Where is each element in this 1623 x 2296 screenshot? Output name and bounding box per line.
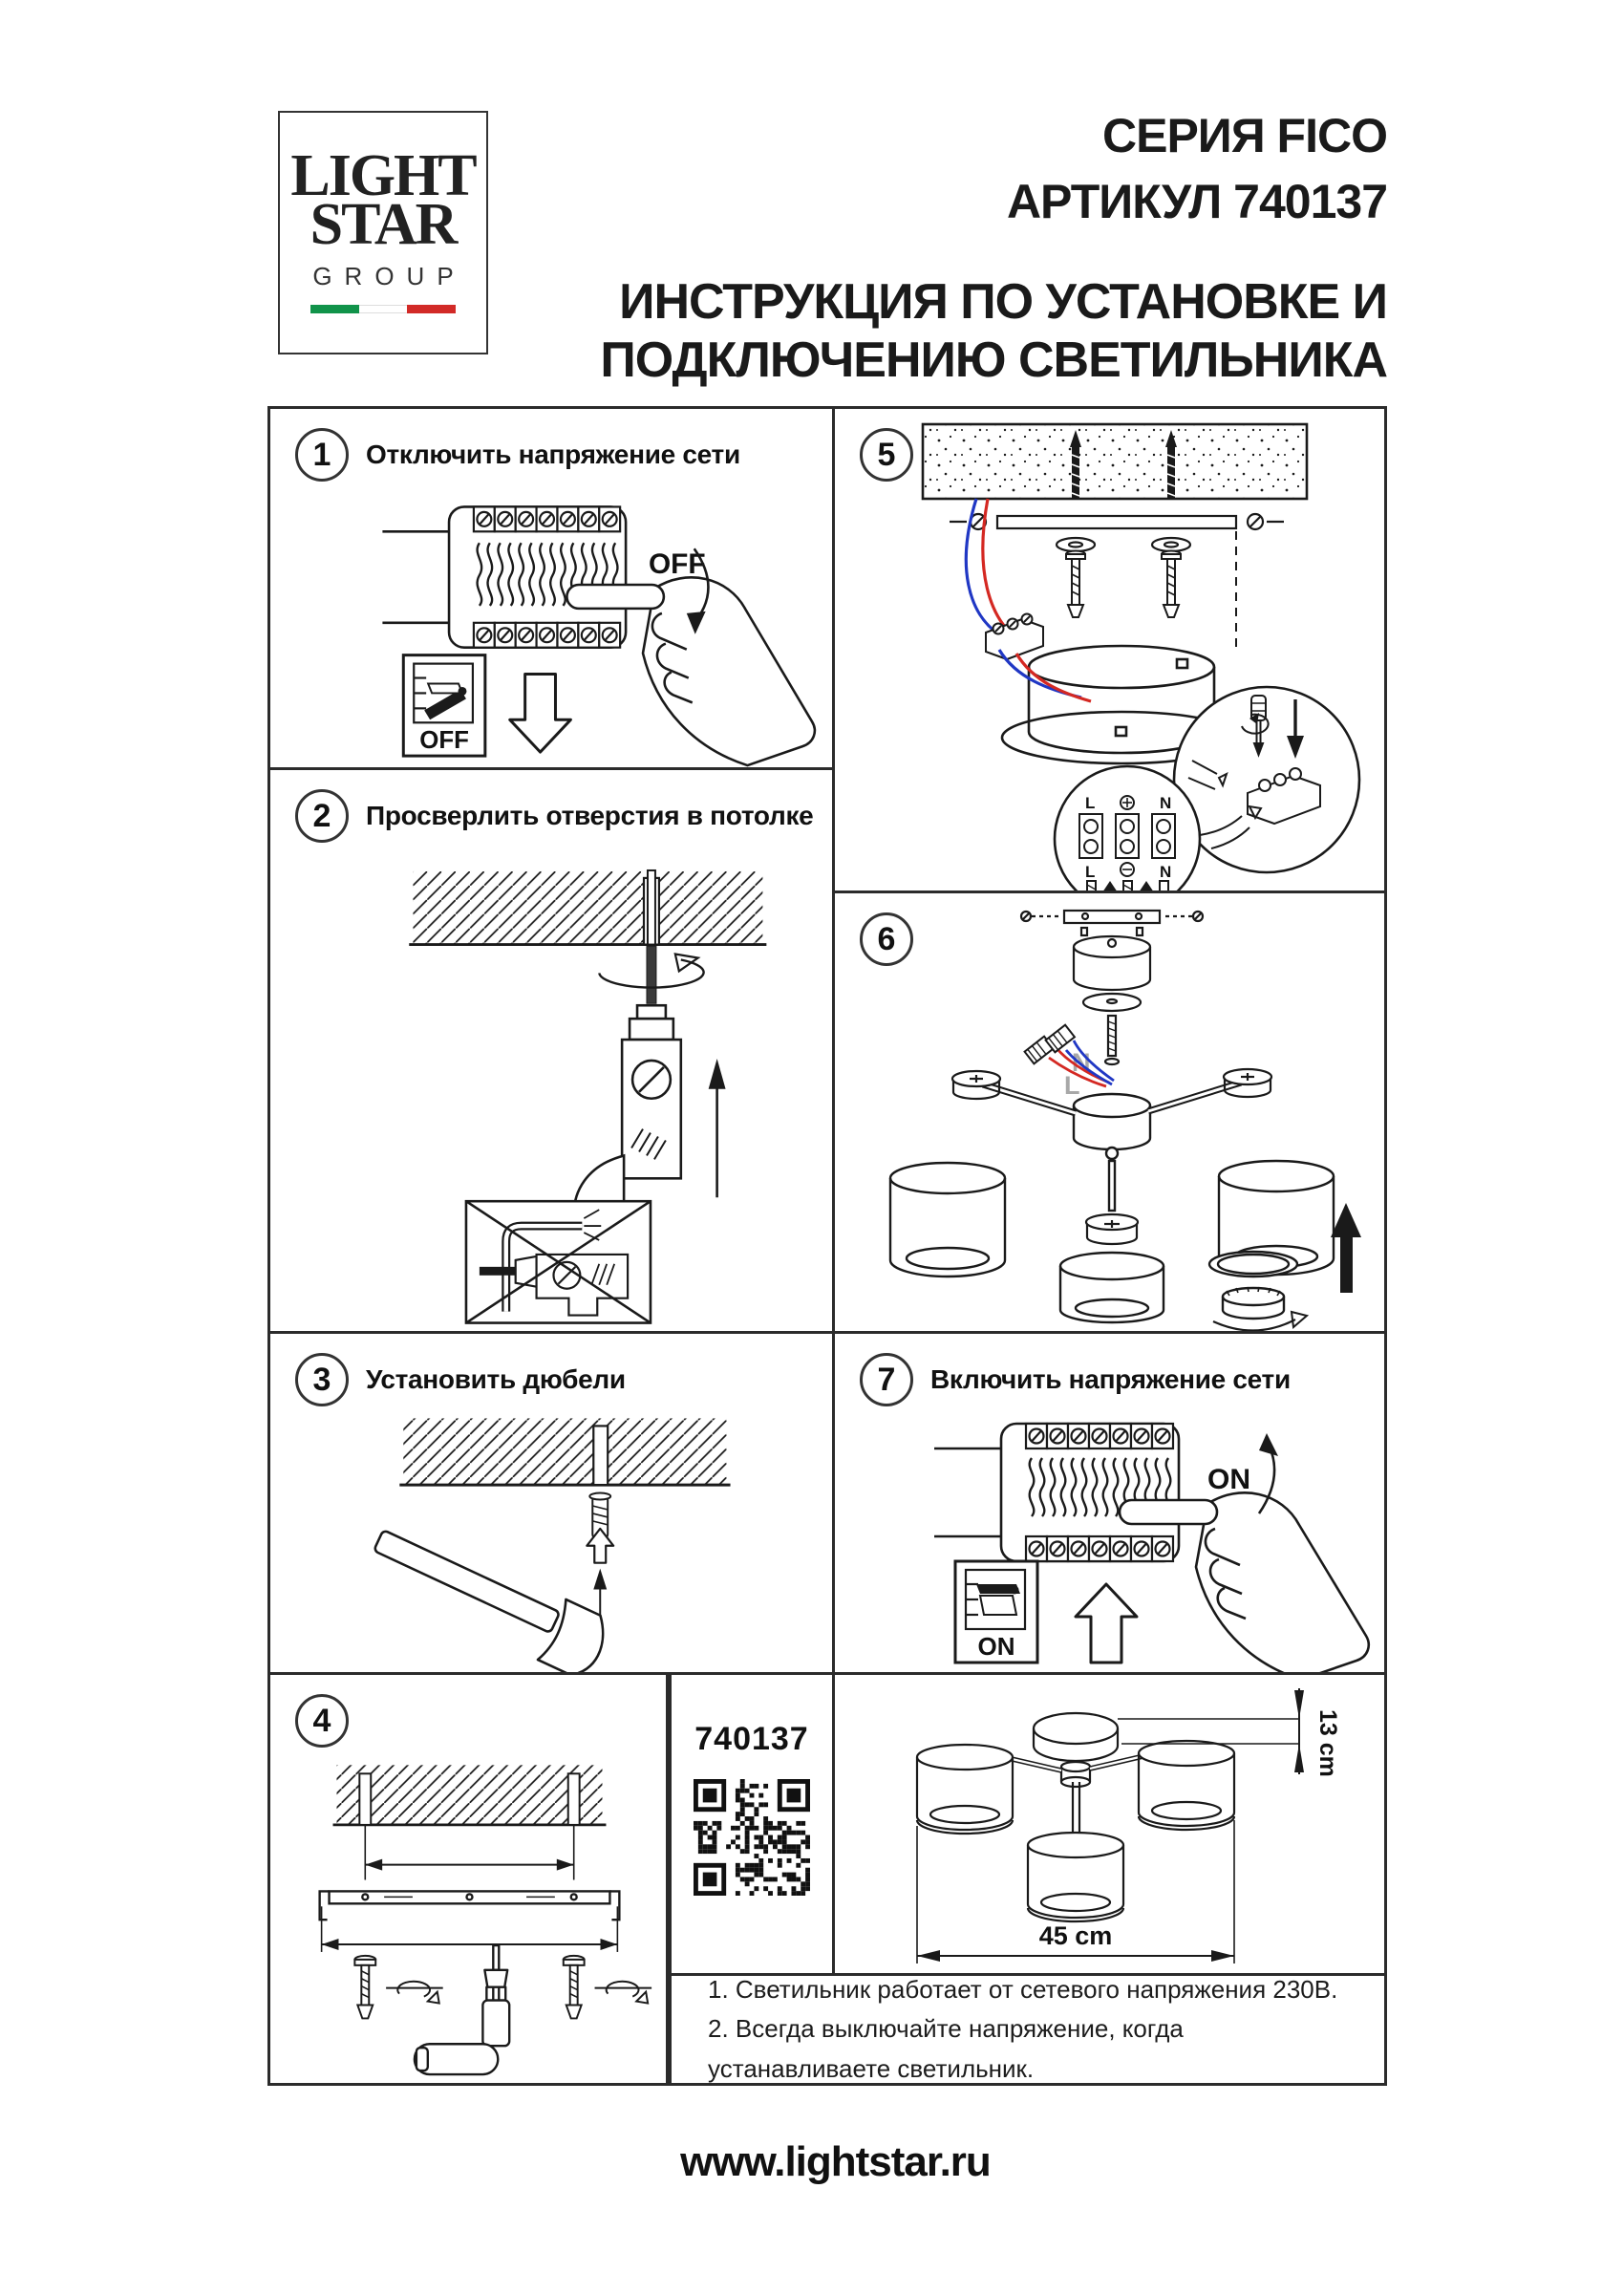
width-dimension-label: 45 cm	[1038, 1921, 1113, 1950]
logo-word-light: LIGHT	[290, 142, 476, 208]
logo-word-star: STAR	[310, 191, 457, 257]
up-arrow-icon	[1076, 1584, 1137, 1663]
step6-number: 6	[860, 912, 913, 966]
on-label: ON	[1207, 1464, 1250, 1495]
step3-panel	[267, 1331, 835, 1675]
header-titles	[566, 103, 1387, 391]
step3-number: 3	[295, 1353, 349, 1406]
step2-illustration-drill	[270, 770, 832, 1331]
note-line-2: 2. Всегда выключайте напряжение, когда устанавливаете светильник.	[708, 2014, 1184, 2083]
step7-number: 7	[860, 1353, 913, 1406]
terminal-block-icon	[986, 614, 1043, 660]
on-icon-label: ON	[977, 1632, 1015, 1661]
qr-article-number: 740137	[694, 1721, 809, 1757]
step1-panel	[267, 406, 835, 770]
rocker-switch-off-icon	[403, 655, 485, 756]
terminal-detail-inset	[1174, 687, 1359, 872]
qr-panel	[669, 1672, 835, 1976]
rocker-switch-on-icon	[955, 1561, 1037, 1663]
hammer-icon	[361, 1517, 613, 1672]
step2-panel	[267, 767, 835, 1334]
screwdriver-icon	[415, 1945, 509, 2074]
step2-header	[295, 789, 813, 843]
footer-url: www.lightstar.ru	[680, 2138, 991, 2185]
down-arrow-icon	[510, 675, 571, 753]
step4-header	[295, 1694, 349, 1748]
qr-code	[694, 1779, 810, 1896]
off-label: OFF	[648, 548, 706, 581]
step2-number: 2	[295, 789, 349, 843]
instruction-title-line1: ИНСТРУКЦИЯ ПО УСТАНОВКЕ И	[619, 274, 1387, 330]
fixture-drawing	[835, 1675, 1384, 1973]
step3-title: Установить дюбели	[366, 1364, 626, 1394]
l-marker: L	[1064, 1071, 1080, 1100]
step2-title: Просверлить отверстия в потолке	[366, 801, 814, 830]
step6-illustration-assembly	[835, 893, 1384, 1331]
article-title: АРТИКУЛ 740137	[1006, 175, 1387, 228]
l-label-bottom: L	[1085, 863, 1096, 881]
off-icon-label: OFF	[419, 727, 469, 755]
step5-number: 5	[860, 428, 913, 482]
n-label-top: N	[1160, 794, 1172, 812]
step7-title: Включить напряжение сети	[930, 1364, 1291, 1394]
n-label-bottom: N	[1160, 863, 1172, 881]
step5-illustration-wiring	[835, 409, 1384, 891]
lamp-socket-left	[952, 1071, 1000, 1099]
italian-flag-stripe	[310, 305, 456, 313]
hand-icon	[566, 577, 814, 765]
step7-panel	[832, 1331, 1387, 1675]
lamp-socket-bottom	[1086, 1214, 1138, 1244]
no-impact-drill-icon	[466, 1201, 651, 1322]
step6-panel	[832, 891, 1387, 1334]
steps-grid	[267, 406, 1387, 2086]
height-dimension-label: 13 cm	[1314, 1709, 1341, 1777]
step1-title: Отключить напряжение сети	[366, 440, 740, 469]
instruction-title-line2: ПОДКЛЮЧЕНИЮ СВЕТИЛЬНИКА	[600, 333, 1387, 389]
step1-number: 1	[295, 428, 349, 482]
hand-icon	[1120, 1492, 1369, 1672]
lamp-socket-right	[1224, 1069, 1271, 1097]
fixture-dimensions-panel	[832, 1672, 1387, 1976]
note-line-1: 1. Светильник работает от сетевого напряжения 230В.	[708, 1974, 1338, 2004]
step5-panel	[832, 406, 1387, 893]
series-title: СЕРИЯ FICO	[1101, 109, 1387, 162]
step4-number: 4	[295, 1694, 349, 1748]
lightstar-logo	[278, 111, 488, 354]
mounting-bracket	[320, 1891, 620, 1920]
step1-header	[295, 428, 740, 482]
step6-header	[860, 912, 913, 966]
l-label-top: L	[1085, 794, 1096, 812]
step5-header	[860, 428, 913, 482]
small-up-arrow-icon	[587, 1529, 613, 1563]
step3-header	[295, 1353, 626, 1406]
step4-panel	[267, 1672, 669, 2086]
notes-panel	[669, 1973, 1387, 2086]
logo-word-group: GROUP	[312, 262, 466, 291]
step7-header	[860, 1353, 1291, 1406]
n-marker: N	[1072, 1048, 1091, 1077]
